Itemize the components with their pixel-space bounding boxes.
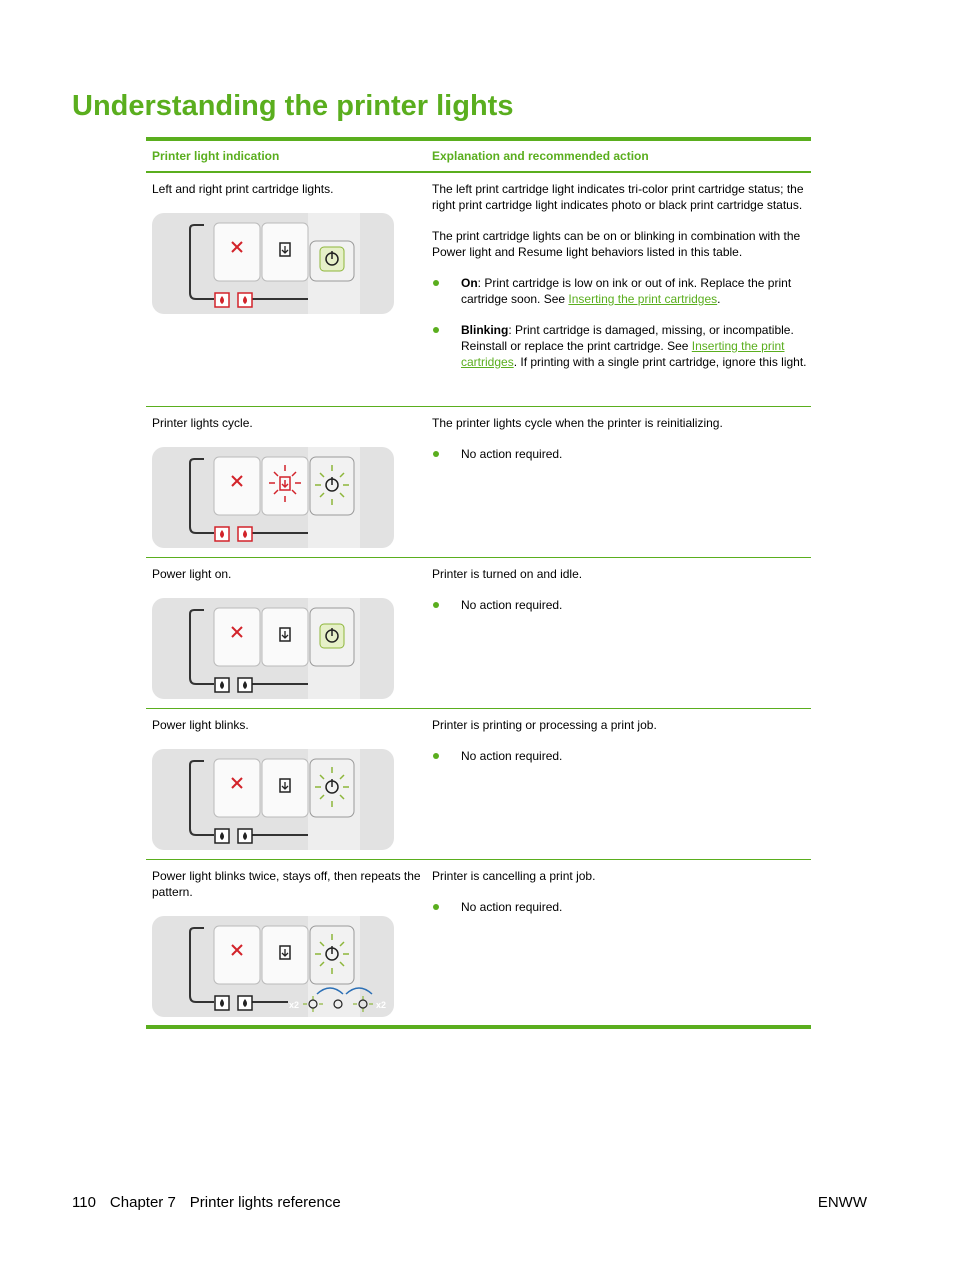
power-icon (320, 247, 344, 271)
table-row (146, 407, 811, 558)
explanation-text: The print cartridge lights can be on or blinking in combination with the Power light and Resume light behaviors listed in this table. (432, 229, 801, 259)
table-row (146, 173, 811, 407)
cartridge-left-icon (215, 829, 229, 843)
indication-cell (146, 709, 426, 859)
bullet-dot-icon (433, 904, 439, 910)
explanation-cell (426, 173, 811, 406)
table-row (146, 860, 811, 1025)
printer-panel-power-blinks-twice (152, 916, 394, 1017)
indication-cell (146, 860, 426, 1025)
cartridge-right-icon (238, 996, 252, 1010)
cartridge-right-icon (238, 293, 252, 307)
header-explanation: Explanation and recommended action (432, 149, 649, 163)
bullet-text: . (717, 292, 721, 306)
indication-text: Left and right print cartridge lights. (152, 182, 334, 196)
printer-panel-power-on (152, 598, 394, 699)
bullet-term: Blinking (461, 323, 509, 337)
power-icon (320, 624, 344, 648)
explanation-text: Printer is turned on and idle. (432, 567, 583, 581)
inserting-cartridges-link[interactable]: Inserting the print cartridges (568, 292, 718, 306)
indication-text: Printer lights cycle. (152, 416, 253, 430)
bullet-item (432, 597, 807, 613)
explanation-cell (426, 407, 811, 557)
blink-count-label: x2 (376, 1000, 387, 1010)
bullet-dot-icon (433, 602, 439, 608)
explanation-text: The printer lights cycle when the printer is reinitializing. (432, 416, 723, 430)
bullet-text: . If printing with a single print cartridge, ignore this light. (513, 355, 807, 369)
table-bottom-rule (146, 1025, 811, 1029)
bullet-text: No action required. (461, 447, 563, 461)
bullet-text: No action required. (461, 900, 563, 914)
cartridge-right-icon (238, 678, 252, 692)
cartridge-left-icon (215, 996, 229, 1010)
indication-cell (146, 558, 426, 708)
page-number: 110 (72, 1194, 96, 1211)
table-row (146, 558, 811, 709)
bullet-dot-icon (433, 327, 439, 333)
bullet-text: No action required. (461, 598, 563, 612)
chapter-label: Chapter 7 (109, 1194, 176, 1211)
explanation-cell (426, 860, 811, 1025)
explanation-text: Printer is cancelling a print job. (432, 869, 596, 883)
header-indication: Printer light indication (152, 149, 280, 163)
page-title: Understanding the printer lights (72, 90, 514, 122)
bullet-term: On (461, 276, 478, 290)
cartridge-left-icon (215, 678, 229, 692)
printer-panel-lights-cycle (152, 447, 394, 548)
explanation-text: The left print cartridge light indicates tri-color print cartridge status; the right print cartridge light indicates photo or black print cartridge status. (432, 182, 804, 212)
explanation-text: Printer is printing or processing a print job. (432, 718, 657, 732)
chapter-title: Printer lights reference (189, 1194, 341, 1211)
indication-text: Power light on. (152, 567, 232, 581)
bullet-text: : Print cartridge is low on ink or out of ink. Replace the print cartridge soon. See (461, 276, 792, 306)
indication-cell (146, 173, 426, 406)
footer-left (72, 1194, 341, 1211)
cartridge-right-icon (238, 527, 252, 541)
printer-lights-table (146, 137, 811, 1029)
bullet-item (432, 275, 807, 307)
bullet-item (432, 322, 807, 370)
indication-cell (146, 407, 426, 557)
cartridge-left-icon (215, 293, 229, 307)
table-row (146, 709, 811, 860)
bullet-item (432, 446, 807, 462)
printer-panel-power-blinks (152, 749, 394, 850)
blink-count-label: x2 (289, 1000, 300, 1010)
bullet-dot-icon (433, 280, 439, 286)
bullet-text: : Print cartridge is damaged, missing, or incompatible. Reinstall or replace the print cartridge. See (461, 323, 794, 353)
footer-right: ENWW (817, 1194, 867, 1211)
explanation-cell (426, 558, 811, 708)
printer-panel-cartridge-lights (152, 213, 394, 314)
bullet-item (432, 899, 807, 915)
indication-text: Power light blinks twice, stays off, then repeats the pattern. (152, 869, 421, 899)
bullet-text: No action required. (461, 749, 563, 763)
bullet-item (432, 748, 807, 764)
cartridge-left-icon (215, 527, 229, 541)
cartridge-right-icon (238, 829, 252, 843)
indication-text: Power light blinks. (152, 718, 249, 732)
table-header (146, 141, 811, 171)
inserting-cartridges-link[interactable]: Inserting the print cartridges (461, 339, 785, 369)
bullet-dot-icon (433, 753, 439, 759)
explanation-cell (426, 709, 811, 859)
bullet-dot-icon (433, 451, 439, 457)
